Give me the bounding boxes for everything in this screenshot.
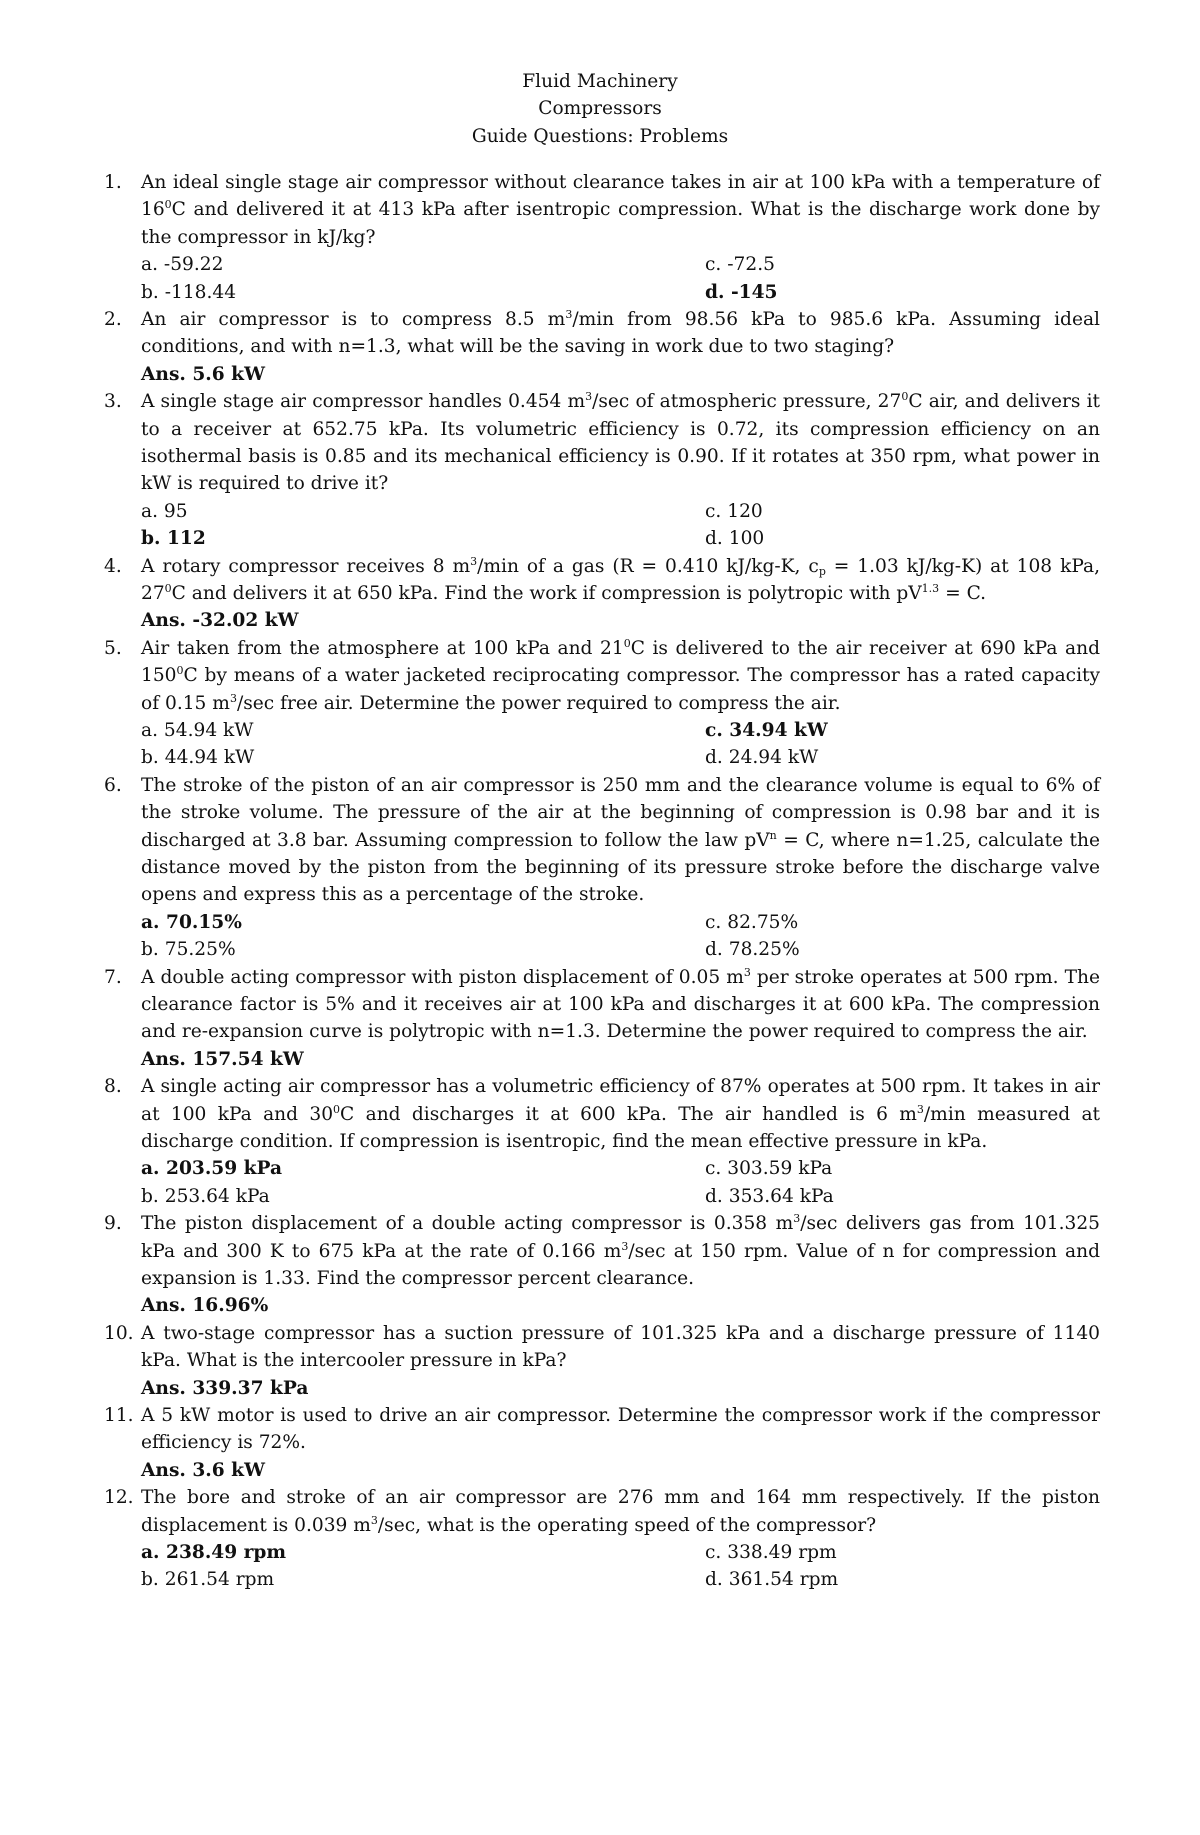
question-item — [104, 1320, 1100, 1402]
answer-option — [141, 744, 705, 771]
answer-options — [141, 498, 1100, 553]
correct-option-value: 238.49 rpm — [166, 1542, 287, 1564]
option-value: 75.25% — [164, 939, 236, 961]
option-value: 303.59 kPa — [727, 1158, 833, 1180]
option-value: 120 — [727, 500, 763, 522]
question-text: A single stage air compressor handles 0.454 $m^3/\sec$ of atmospheric pressure, $27^0C$ air, and delivers it to a receiver at 652.75 kPa. Its volumetric efficiency is 0.72, its compression efficiency on an isothermal basis is 0.85 and its mechanical efficiency is 0.90. If it rotates at 350 rpm, what power in kW is required to drive it? — [141, 390, 1100, 495]
correct-option-value: 34.94 kW — [729, 720, 828, 742]
question-item — [104, 772, 1100, 964]
question-text: A rotary compressor receives 8 $m^3/\min$ of a gas (R = 0.410 kJ/kg-K, $c_p = 1.03$ kJ/kg-K) at 108 kPa, $27^0C$ and delivers it at 650 kPa. Find the work if compression is polytropic with $pV^{1.3} = C$. — [141, 554, 1101, 605]
question-item — [104, 553, 1100, 635]
question-number: 3. — [104, 391, 122, 413]
correct-option-value: 70.15% — [166, 911, 242, 933]
option-value: 361.54 rpm — [728, 1569, 839, 1591]
topic-title: Compressors — [538, 98, 662, 120]
option-value: 338.49 rpm — [727, 1542, 837, 1564]
answer-option — [705, 279, 1100, 306]
question-text: Air taken from the atmosphere at 100 kPa and $21^0C$ is delivered to the air receiver at 690 kPa and $150^0C$ by means of a water jacketed reciprocating compressor. The compressor has a rated capacity of 0.15 $m^3/\sec$ free air. Determine the power required to compress the air. — [141, 636, 1100, 714]
question-item — [104, 635, 1100, 772]
question-list — [104, 169, 1100, 1594]
option-label: a. — [141, 911, 166, 933]
answer-option — [141, 909, 705, 936]
correct-option-value: 112 — [166, 528, 206, 550]
option-label: c. — [705, 1542, 728, 1564]
option-label: c. — [705, 1158, 728, 1180]
option-label: d. — [705, 1569, 729, 1591]
answer-option — [141, 498, 705, 525]
question-number: 5. — [104, 637, 122, 659]
option-value: -72.5 — [727, 254, 775, 276]
answer-option — [705, 1183, 1100, 1210]
answer-options — [141, 909, 1100, 964]
option-label: d. — [705, 528, 729, 550]
option-label: d. — [705, 747, 729, 769]
question-text: A double acting compressor with piston displacement of 0.05 $m^3$ per stroke operates at 500 rpm. The clearance factor is 5% and it receives air at 100 kPa and discharges it at 600 kPa. The compression and re-expansion curve is polytropic with n=1.3. Determine the power required to compress the air. — [141, 965, 1100, 1043]
question-item — [104, 1210, 1100, 1320]
answer-option — [705, 1566, 1100, 1593]
option-value: 100 — [728, 528, 765, 550]
answer-option — [141, 525, 705, 552]
question-text: The stroke of the piston of an air compressor is 250 mm and the clearance volume is equal to 6% of the stroke volume. The pressure of the air at the beginning of compression is 0.98 bar and it is discharged at 3.8 bar. Assuming compression to follow the law $pV^n = C$, where n=1.25, calculate the distance moved by the piston from the beginning of its pressure stroke before the discharge valve opens and express this as a percentage of the stroke. — [141, 774, 1100, 906]
option-label: d. — [705, 281, 731, 303]
question-text: A 5 kW motor is used to drive an air compressor. Determine the compressor work if the compressor efficiency is 72%. — [141, 1405, 1100, 1454]
option-label: b. — [141, 1569, 165, 1591]
question-number: 9. — [104, 1213, 122, 1235]
option-value: 253.64 kPa — [164, 1185, 270, 1207]
answer-option — [705, 909, 1100, 936]
question-text: The piston displacement of a double acting compressor is 0.358 $m^3/\sec$ delivers gas from 101.325 kPa and 300 K to 675 kPa at the rate of 0.166 $m^3/\sec$ at 150 rpm. Value of n for compression and expansion is 1.33. Find the compressor percent clearance. — [141, 1212, 1100, 1290]
question-number: 10. — [104, 1322, 134, 1344]
option-label: b. — [141, 747, 165, 769]
answer-option — [141, 1566, 705, 1593]
answer-option — [705, 251, 1100, 278]
option-label: a. — [141, 1158, 166, 1180]
question-text: A single acting air compressor has a volumetric efficiency of 87% operates at 500 rpm. It takes in air at 100 kPa and $30^0C$ and discharges it at 600 kPa. The air handled is 6 $m^3/\min$ measured at discharge condition. If compression is isentropic, find the mean effective pressure in kPa. — [141, 1076, 1101, 1153]
question-number: 11. — [104, 1405, 134, 1427]
option-label: c. — [705, 911, 728, 933]
question-number: 8. — [104, 1076, 122, 1098]
answer-option — [705, 744, 1100, 771]
option-value: 24.94 kW — [728, 747, 819, 769]
answer-key: Ans. 5.6 kW — [141, 363, 265, 385]
page-subtitle: Guide Questions: Problems — [471, 125, 729, 147]
answer-key: Ans. 3.6 kW — [141, 1459, 265, 1481]
answer-key: Ans. 16.96% — [141, 1295, 269, 1317]
answer-option — [705, 498, 1100, 525]
question-text: An air compressor is to compress 8.5 $m^3/\min$ from 98.56 kPa to 985.6 kPa. Assuming ideal conditions, and with n=1.3, what will be the saving in work due to two staging? — [141, 308, 1100, 358]
option-label: a. — [141, 720, 164, 742]
answer-key: Ans. -32.02 kW — [141, 610, 299, 632]
option-value: 82.75% — [727, 911, 799, 933]
question-number: 6. — [104, 774, 122, 796]
question-text: An ideal single stage air compressor without clearance takes in air at 100 kPa with a temperature of $16^0C$ and delivered it at 413 kPa after isentropic compression. What is the discharge work done by the compressor in kJ/kg? — [141, 172, 1100, 248]
option-label: c. — [705, 500, 728, 522]
answer-key: Ans. 339.37 kPa — [141, 1377, 309, 1399]
answer-option — [141, 1539, 705, 1566]
answer-option — [705, 936, 1100, 963]
answer-option — [141, 936, 705, 963]
answer-option — [141, 279, 705, 306]
option-label: a. — [141, 500, 164, 522]
option-label: d. — [705, 1185, 729, 1207]
option-label: b. — [141, 1185, 165, 1207]
question-item — [104, 1402, 1100, 1484]
answer-options — [141, 1155, 1100, 1210]
option-label: c. — [705, 254, 728, 276]
question-item — [104, 169, 1100, 306]
answer-key: Ans. 157.54 kW — [141, 1048, 304, 1070]
question-text: A two-stage compressor has a suction pressure of 101.325 kPa and a discharge pressure of 1140 kPa. What is the intercooler pressure in kPa? — [141, 1322, 1100, 1372]
correct-option-value: 203.59 kPa — [166, 1158, 283, 1180]
course-title: Fluid Machinery — [522, 71, 678, 92]
question-number: 1. — [104, 172, 122, 193]
option-value: -59.22 — [163, 254, 224, 276]
answer-options — [141, 251, 1100, 306]
question-text: The bore and stroke of an air compressor are 276 mm and 164 mm respectively. If the piston displacement is 0.039 $m^3/\sec$, what is the operating speed of the compressor? — [141, 1487, 1100, 1536]
answer-option — [705, 717, 1100, 744]
correct-option-value: -145 — [730, 281, 778, 303]
answer-options — [141, 1539, 1100, 1594]
question-item — [104, 388, 1100, 552]
option-label: a. — [141, 1542, 166, 1564]
option-label: b. — [141, 281, 165, 303]
option-label: b. — [141, 528, 167, 550]
answer-options — [141, 717, 1100, 772]
document-header — [0, 68, 1200, 150]
question-number: 12. — [104, 1487, 134, 1509]
answer-option — [705, 1155, 1100, 1182]
question-item — [104, 1484, 1100, 1594]
question-item — [104, 306, 1100, 388]
option-label: a. — [141, 254, 164, 276]
option-value: 78.25% — [728, 939, 800, 961]
option-label: b. — [141, 939, 165, 961]
option-label: c. — [705, 720, 730, 742]
option-value: 261.54 rpm — [164, 1569, 275, 1591]
answer-option — [141, 1155, 705, 1182]
question-item — [104, 1073, 1100, 1210]
option-value: 353.64 kPa — [728, 1185, 834, 1207]
option-value: 95 — [163, 500, 188, 522]
question-number: 7. — [104, 966, 122, 988]
option-label: d. — [705, 939, 729, 961]
answer-option — [705, 525, 1100, 552]
answer-option — [141, 251, 705, 278]
option-value: 44.94 kW — [164, 747, 255, 769]
question-number: 4. — [104, 555, 122, 577]
option-value: -118.44 — [164, 281, 237, 303]
answer-option — [141, 717, 705, 744]
answer-option — [705, 1539, 1100, 1566]
answer-option — [141, 1183, 705, 1210]
question-number: 2. — [104, 309, 122, 330]
question-item — [104, 964, 1100, 1074]
option-value: 54.94 kW — [163, 720, 254, 742]
